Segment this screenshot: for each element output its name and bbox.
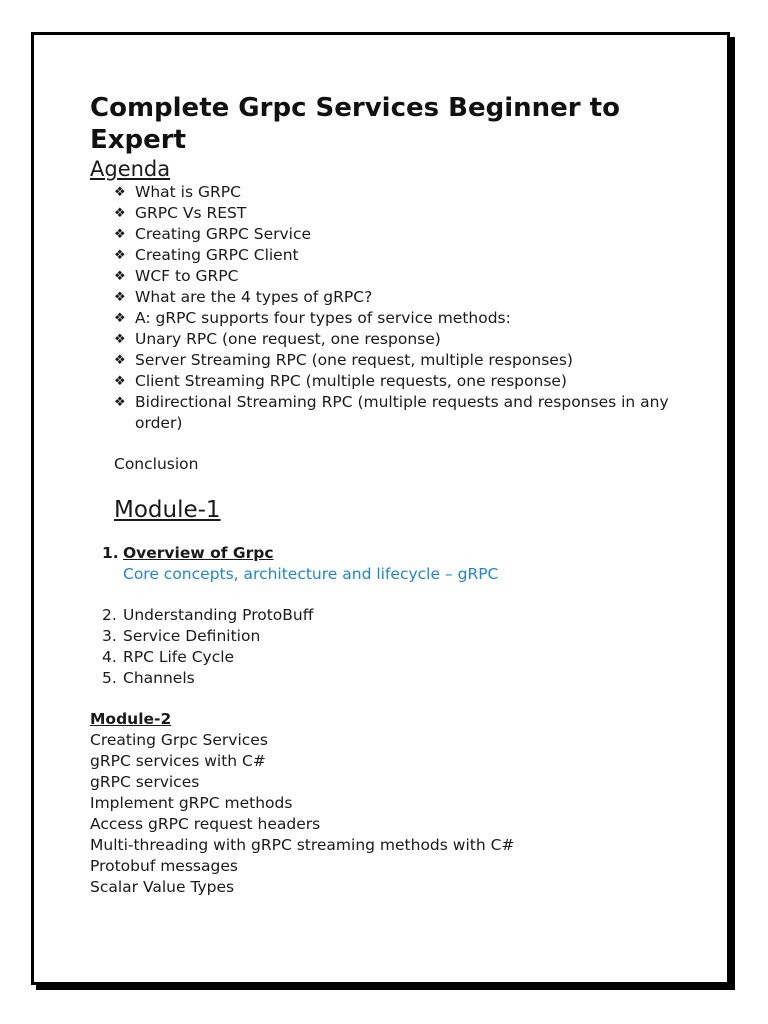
- module1-item: 2. Understanding ProtoBuff: [102, 606, 314, 624]
- module2-heading: Module-2: [90, 710, 172, 728]
- module2-item: Access gRPC request headers: [90, 815, 321, 833]
- agenda-item: ❖ Unary RPC (one request, one response): [114, 330, 441, 348]
- diamond-bullet-icon: ❖: [114, 374, 126, 389]
- module1-item: 5. Channels: [102, 669, 195, 687]
- module2-item: gRPC services with C#: [90, 752, 266, 770]
- agenda-item: ❖ Server Streaming RPC (one request, multiple responses): [114, 351, 573, 369]
- agenda-item: ❖ Bidirectional Streaming RPC (multiple requests and responses in any order): [114, 393, 669, 432]
- module1-item: 4. RPC Life Cycle: [102, 648, 235, 666]
- module1-item: 1. Overview of Grpc: [102, 544, 274, 562]
- diamond-bullet-icon: ❖: [114, 269, 126, 284]
- module1-list: [90, 543, 700, 564]
- module1-heading: Module-1: [114, 497, 221, 523]
- conclusion-text: Conclusion: [114, 455, 199, 473]
- diamond-bullet-icon: ❖: [114, 290, 126, 305]
- module2-item: gRPC services: [90, 773, 200, 791]
- agenda-item: ❖ What are the 4 types of gRPC?: [114, 288, 373, 306]
- module1-list-continued: [90, 605, 700, 689]
- core-concepts-link[interactable]: Core concepts, architecture and lifecycle – gRPC: [123, 565, 499, 583]
- diamond-bullet-icon: ❖: [114, 185, 126, 200]
- module2-item: Scalar Value Types: [90, 878, 235, 896]
- module2-list: [90, 730, 700, 898]
- module2-item: Protobuf messages: [90, 857, 238, 875]
- agenda-item: ❖ Creating GRPC Service: [114, 225, 312, 243]
- agenda-item: ❖ What is GRPC: [114, 183, 241, 201]
- diamond-bullet-icon: ❖: [114, 353, 126, 368]
- agenda-item: ❖ WCF to GRPC: [114, 267, 239, 285]
- diamond-bullet-icon: ❖: [114, 332, 126, 347]
- agenda-heading: Agenda: [90, 157, 171, 181]
- module1-item: 3. Service Definition: [102, 627, 261, 645]
- document-content: [90, 92, 700, 898]
- diamond-bullet-icon: ❖: [114, 395, 126, 410]
- module2-item: Multi-threading with gRPC streaming methods with C#: [90, 836, 515, 854]
- agenda-item: ❖ A: gRPC supports four types of service methods:: [114, 309, 511, 327]
- agenda-item: ❖ GRPC Vs REST: [114, 204, 247, 222]
- diamond-bullet-icon: ❖: [114, 248, 126, 263]
- module2-item: Creating Grpc Services: [90, 731, 268, 749]
- diamond-bullet-icon: ❖: [114, 311, 126, 326]
- agenda-item: ❖ Client Streaming RPC (multiple requests, one response): [114, 372, 567, 390]
- agenda-item: ❖ Creating GRPC Client: [114, 246, 299, 264]
- diamond-bullet-icon: ❖: [114, 206, 126, 221]
- diamond-bullet-icon: ❖: [114, 227, 126, 242]
- module2-item: Implement gRPC methods: [90, 794, 293, 812]
- document-title: Complete Grpc Services Beginner to Expert: [90, 93, 620, 155]
- agenda-list: [90, 182, 700, 434]
